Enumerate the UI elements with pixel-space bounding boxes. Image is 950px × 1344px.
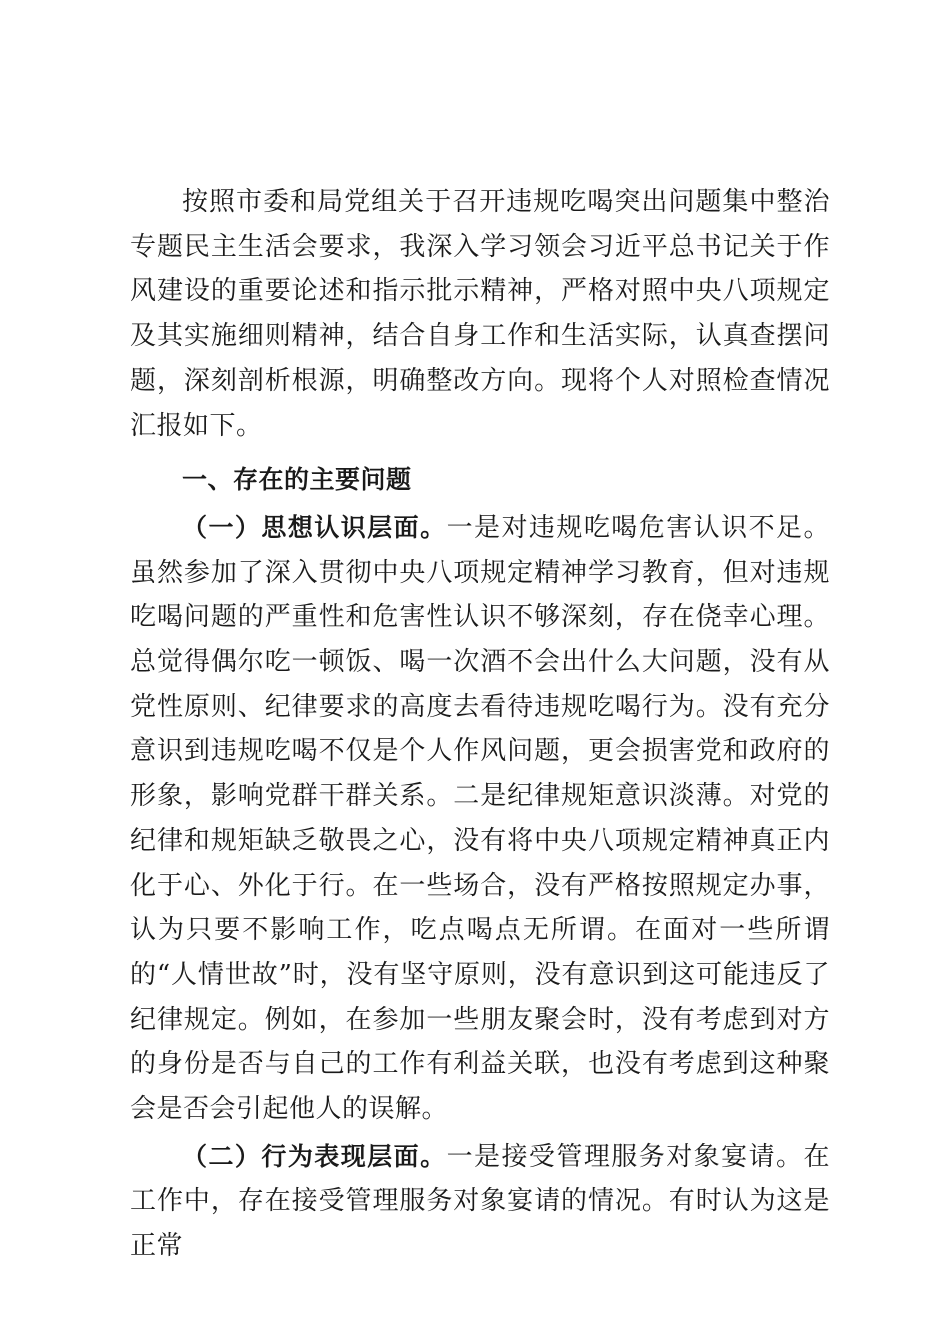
intro-paragraph [130, 180, 830, 448]
intro-text: 按照市委和局党组关于召开违规吃喝突出问题集中整治专题民主生活会要求，我深入学习领会习近平总书记关于作风建设的重要论述和指示批示精神，严格对照中央八项规定及其实施细则精神，结合自身工作和生活实际，认真查摆问题，深刻剖析根源，明确整改方向。现将个人对照检查情况汇报如下。 [130, 187, 830, 441]
item1-paragraph [130, 506, 830, 1132]
document-body [130, 180, 830, 1269]
item2-paragraph [130, 1132, 830, 1269]
item2-title: （二）行为表现层面。 [182, 1141, 447, 1171]
item1-body: 一是对违规吃喝危害认识不足。虽然参加了深入贯彻中央八项规定精神学习教育，但对违规吃喝问题的严重性和危害性认识不够深刻，存在侥幸心理。总觉得偶尔吃一顿饭、喝一次酒不会出什么大问题，没有从党性原则、纪律要求的高度去看待违规吃喝行为。没有充分意识到违规吃喝不仅是个人作风问题，更会损害党和政府的形象，影响党群干群关系。二是纪律规矩意识淡薄。对党的纪律和规矩缺乏敬畏之心，没有将中央八项规定精神真正内化于心、外化于行。在一些场合，没有严格按照规定办事，认为只要不影响工作，吃点喝点无所谓。在面对一些所谓的“人情世故”时，没有坚守原则，没有意识到这可能违反了纪律规定。例如，在参加一些朋友聚会时，没有考虑到对方的身份是否与自己的工作有利益关联，也没有考虑到这种聚会是否会引起他人的误解。 [130, 512, 830, 1125]
section-heading: 一、存在的主要问题 [182, 465, 412, 495]
item1-title: （一）思想认识层面。 [182, 512, 447, 542]
item2-body: 一是接受管理服务对象宴请。在工作中，存在接受管理服务对象宴请的情况。有时认为这是正常 [130, 1141, 830, 1262]
